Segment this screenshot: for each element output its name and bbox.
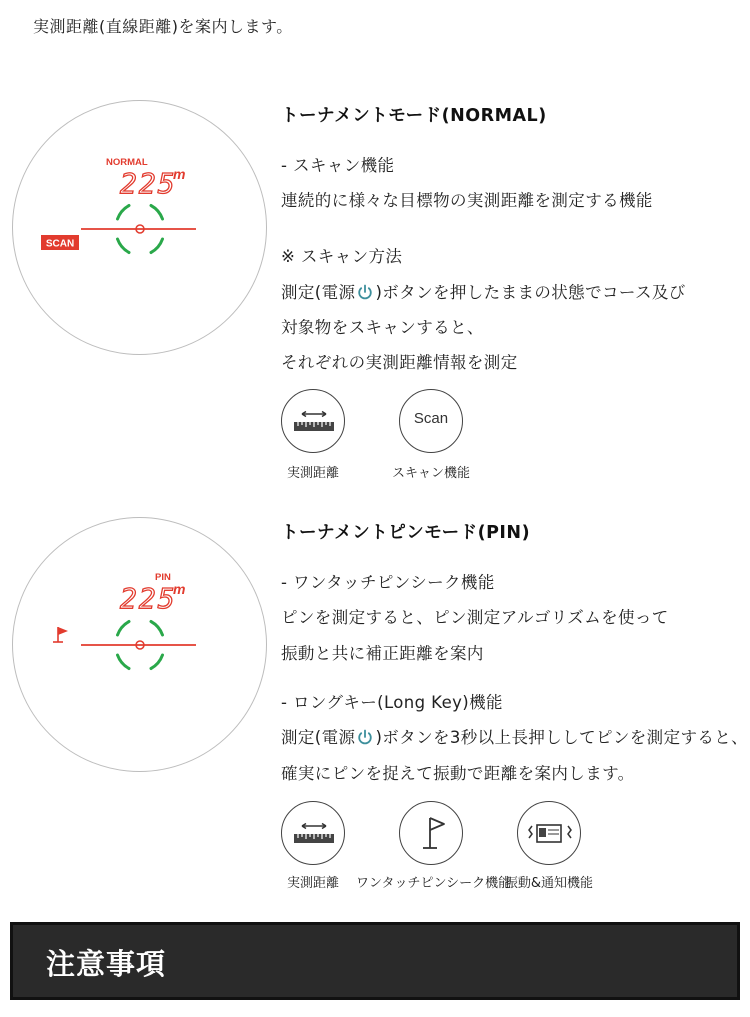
scan-method-line-2: 対象物をスキャンすると、 bbox=[281, 318, 484, 337]
pin-flag-icon bbox=[53, 627, 68, 642]
vibration-icon bbox=[517, 801, 581, 865]
scope-distance: 225 bbox=[120, 582, 177, 615]
notes-section-header bbox=[10, 922, 740, 1000]
feature-heading-longkey: - ロングキー(Long Key)機能 bbox=[281, 693, 503, 712]
power-line-after: )ボタンを3秒以上長押ししてピンを測定すると、 bbox=[375, 728, 749, 747]
power-icon bbox=[356, 728, 374, 746]
scan-method-line-3: それぞれの実測距離情報を測定 bbox=[281, 353, 518, 372]
scan-method-line-1 bbox=[281, 279, 686, 303]
scope-mode-label: PIN bbox=[155, 572, 171, 583]
section-title-pin: トーナメントピンモード(PIN) bbox=[281, 523, 531, 543]
feature-description: 連続的に様々な目標物の実測距離を測定する機能 bbox=[281, 191, 653, 210]
power-line-before: 測定(電源 bbox=[281, 283, 356, 302]
ruler-icon bbox=[281, 389, 345, 453]
scope-view-pin bbox=[12, 517, 267, 772]
icon-caption-pinseek: ワンタッチピンシーク機能 bbox=[356, 876, 512, 891]
longkey-description-1 bbox=[281, 724, 748, 748]
scan-method-heading: ※ スキャン方法 bbox=[281, 247, 403, 266]
scope-unit: m bbox=[173, 581, 186, 597]
scan-badge-label: SCAN bbox=[45, 238, 75, 250]
intro-text: 実測距離(直線距離)を案内します。 bbox=[33, 17, 293, 36]
icon-caption-scan: スキャン機能 bbox=[391, 466, 470, 481]
scope-unit: m bbox=[173, 166, 186, 182]
scan-icon bbox=[399, 389, 463, 453]
scope-mode-label: NORMAL bbox=[106, 157, 148, 168]
scope-view-normal bbox=[12, 100, 267, 355]
notes-title: 注意事項 bbox=[46, 947, 167, 981]
scope-distance: 225 bbox=[120, 167, 177, 200]
feature-heading-pinseek: - ワンタッチピンシーク機能 bbox=[281, 573, 495, 592]
icon-caption-vibration: 振動&通知機能 bbox=[504, 876, 594, 891]
feature-heading-scan: - スキャン機能 bbox=[281, 156, 395, 175]
section-title-normal: トーナメントモード(NORMAL) bbox=[281, 106, 547, 126]
icon-caption-distance: 実測距離 bbox=[286, 876, 339, 891]
power-icon bbox=[356, 283, 374, 301]
longkey-description-2: 確実にピンを捉えて振動で距離を案内します。 bbox=[281, 764, 635, 783]
icon-caption-distance: 実測距離 bbox=[286, 466, 339, 481]
power-line-after: )ボタンを押したままの状態でコース及び bbox=[375, 283, 686, 302]
pinseek-description-2: 振動と共に補正距離を案内 bbox=[281, 644, 484, 663]
power-line-before: 測定(電源 bbox=[281, 728, 356, 747]
scan-icon-label: Scan bbox=[413, 410, 449, 427]
ruler-icon bbox=[281, 801, 345, 865]
pinseek-description-1: ピンを測定すると、ピン測定アルゴリズムを使って bbox=[281, 608, 669, 627]
flag-icon bbox=[399, 801, 463, 865]
